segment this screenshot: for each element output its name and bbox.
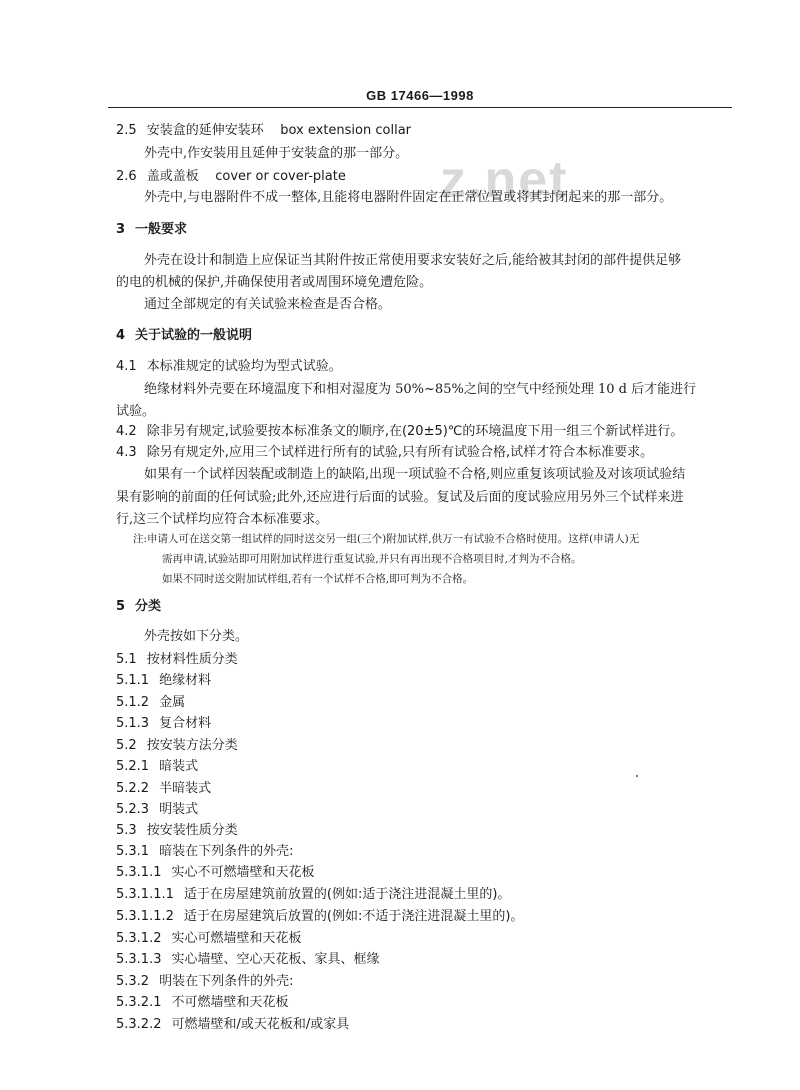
english-term: box extension collar xyxy=(280,123,412,138)
classification-item: 5.1 按材料性质分类 xyxy=(116,652,238,667)
clause-4-3-para-b: 果有影响的前面的任何试验;此外,还应进行后面的试验。复试及后面的度试验应用另外三个试样来进 xyxy=(116,490,684,505)
clause-4-2: 4.2 除非另有规定,试验要按本标准条文的顺序,在(20±5)℃的环境温度下用一组三个新试样进行。 xyxy=(116,424,684,439)
clause-4-1-para-b: 试验。 xyxy=(116,404,156,419)
scan-speck xyxy=(636,775,638,777)
classification-item: 5.3.1.1 实心不可燃墙壁和天花板 xyxy=(116,865,315,880)
watermark: z.net xyxy=(440,151,569,209)
clause-2-6-heading: 2.6 盖或盖板 cover or cover-plate xyxy=(116,169,346,184)
section-3-para-2: 通过全部规定的有关试验来检查是否合格。 xyxy=(144,297,392,312)
classification-item: 5.3.2.2 可燃墙壁和/或天花板和/或家具 xyxy=(116,1017,350,1032)
section-5-heading: 5 分类 xyxy=(116,599,162,614)
clause-4-3: 4.3 除另有规定外,应用三个试样进行所有的试验,只有所有试验合格,试样才符合本标准要求。 xyxy=(116,445,654,460)
classification-item: 5.3.1.1.2 适于在房屋建筑后放置的(例如:不适于浇注进混凝土里的)。 xyxy=(116,909,524,924)
classification-item: 5.1.1 绝缘材料 xyxy=(116,673,212,688)
note-line-3: 如果不同时送交附加试样组,若有一个试样不合格,即可判为不合格。 xyxy=(162,573,474,585)
classification-item: 5.2.2 半暗装式 xyxy=(116,781,212,796)
classification-item: 5.3 按安装性质分类 xyxy=(116,823,238,838)
classification-item: 5.3.1 暗装在下列条件的外壳: xyxy=(116,844,294,859)
classification-item: 5.3.1.2 实心可燃墙壁和天花板 xyxy=(116,931,302,946)
clause-2-5-heading: 2.5 安装盒的延伸安装环 box extension collar xyxy=(116,123,412,138)
header-rule xyxy=(108,107,732,108)
clause-4-3-para-a: 如果有一个试样因装配或制造上的缺陷,出现一项试验不合格,则应重复该项试验及对该项试验结 xyxy=(144,467,686,482)
classification-item: 5.3.1.3 实心墙壁、空心天花板、家具、框缘 xyxy=(116,952,380,967)
section-3-para-1a: 外壳在设计和制造上应保证当其附件按正常使用要求安装好之后,能给被其封闭的部件提供足够 xyxy=(144,253,682,268)
clause-4-3-para-c: 行,这三个试样均应符合本标准要求。 xyxy=(116,512,329,527)
clause-2-5-definition: 外壳中,作安装用且延伸于安装盒的那一部分。 xyxy=(144,146,409,161)
note-line-1: 注:申请人可在送交第一组试样的同时送交另一组(三个)附加试样,供万一有试验不合格时使用。这样(申请人)无 xyxy=(133,533,640,545)
classification-item: 5.3.1.1.1 适于在房屋建筑前放置的(例如:适于浇注进混凝土里的)。 xyxy=(116,887,511,902)
classification-item: 5.2.1 暗装式 xyxy=(116,759,199,774)
section-3-para-1b: 的电的机械的保护,并确保使用者或周围环境免遭危险。 xyxy=(116,275,433,290)
classification-item: 5.3.2.1 不可燃墙壁和天花板 xyxy=(116,995,289,1010)
classification-item: 5.3.2 明装在下列条件的外壳: xyxy=(116,974,294,989)
section-5-intro: 外壳按如下分类。 xyxy=(144,629,249,644)
page-header: GB 17466—1998 xyxy=(366,88,474,103)
english-term: cover or cover-plate xyxy=(215,169,346,184)
clause-4-1: 4.1 本标准规定的试验均为型式试验。 xyxy=(116,359,342,374)
classification-item: 5.1.2 金属 xyxy=(116,695,186,710)
classification-item: 5.1.3 复合材料 xyxy=(116,716,212,731)
section-4-heading: 4 关于试验的一般说明 xyxy=(116,328,253,343)
section-3-heading: 3 一般要求 xyxy=(116,222,188,237)
classification-item: 5.2.3 明装式 xyxy=(116,802,199,817)
classification-item: 5.2 按安装方法分类 xyxy=(116,738,238,753)
note-line-2: 需再申请,试验站即可用附加试样进行重复试验,并只有再出现不合格项目时,才判为不合格。 xyxy=(162,553,582,565)
clause-2-6-definition: 外壳中,与电器附件不成一整体,且能将电器附件固定在正常位置或将其封闭起来的那一部分。 xyxy=(144,190,673,205)
clause-4-1-para-a: 绝缘材料外壳要在环境温度下和相对湿度为 50%~85%之间的空气中经预处理 10 d 后才能进行 xyxy=(144,382,697,397)
